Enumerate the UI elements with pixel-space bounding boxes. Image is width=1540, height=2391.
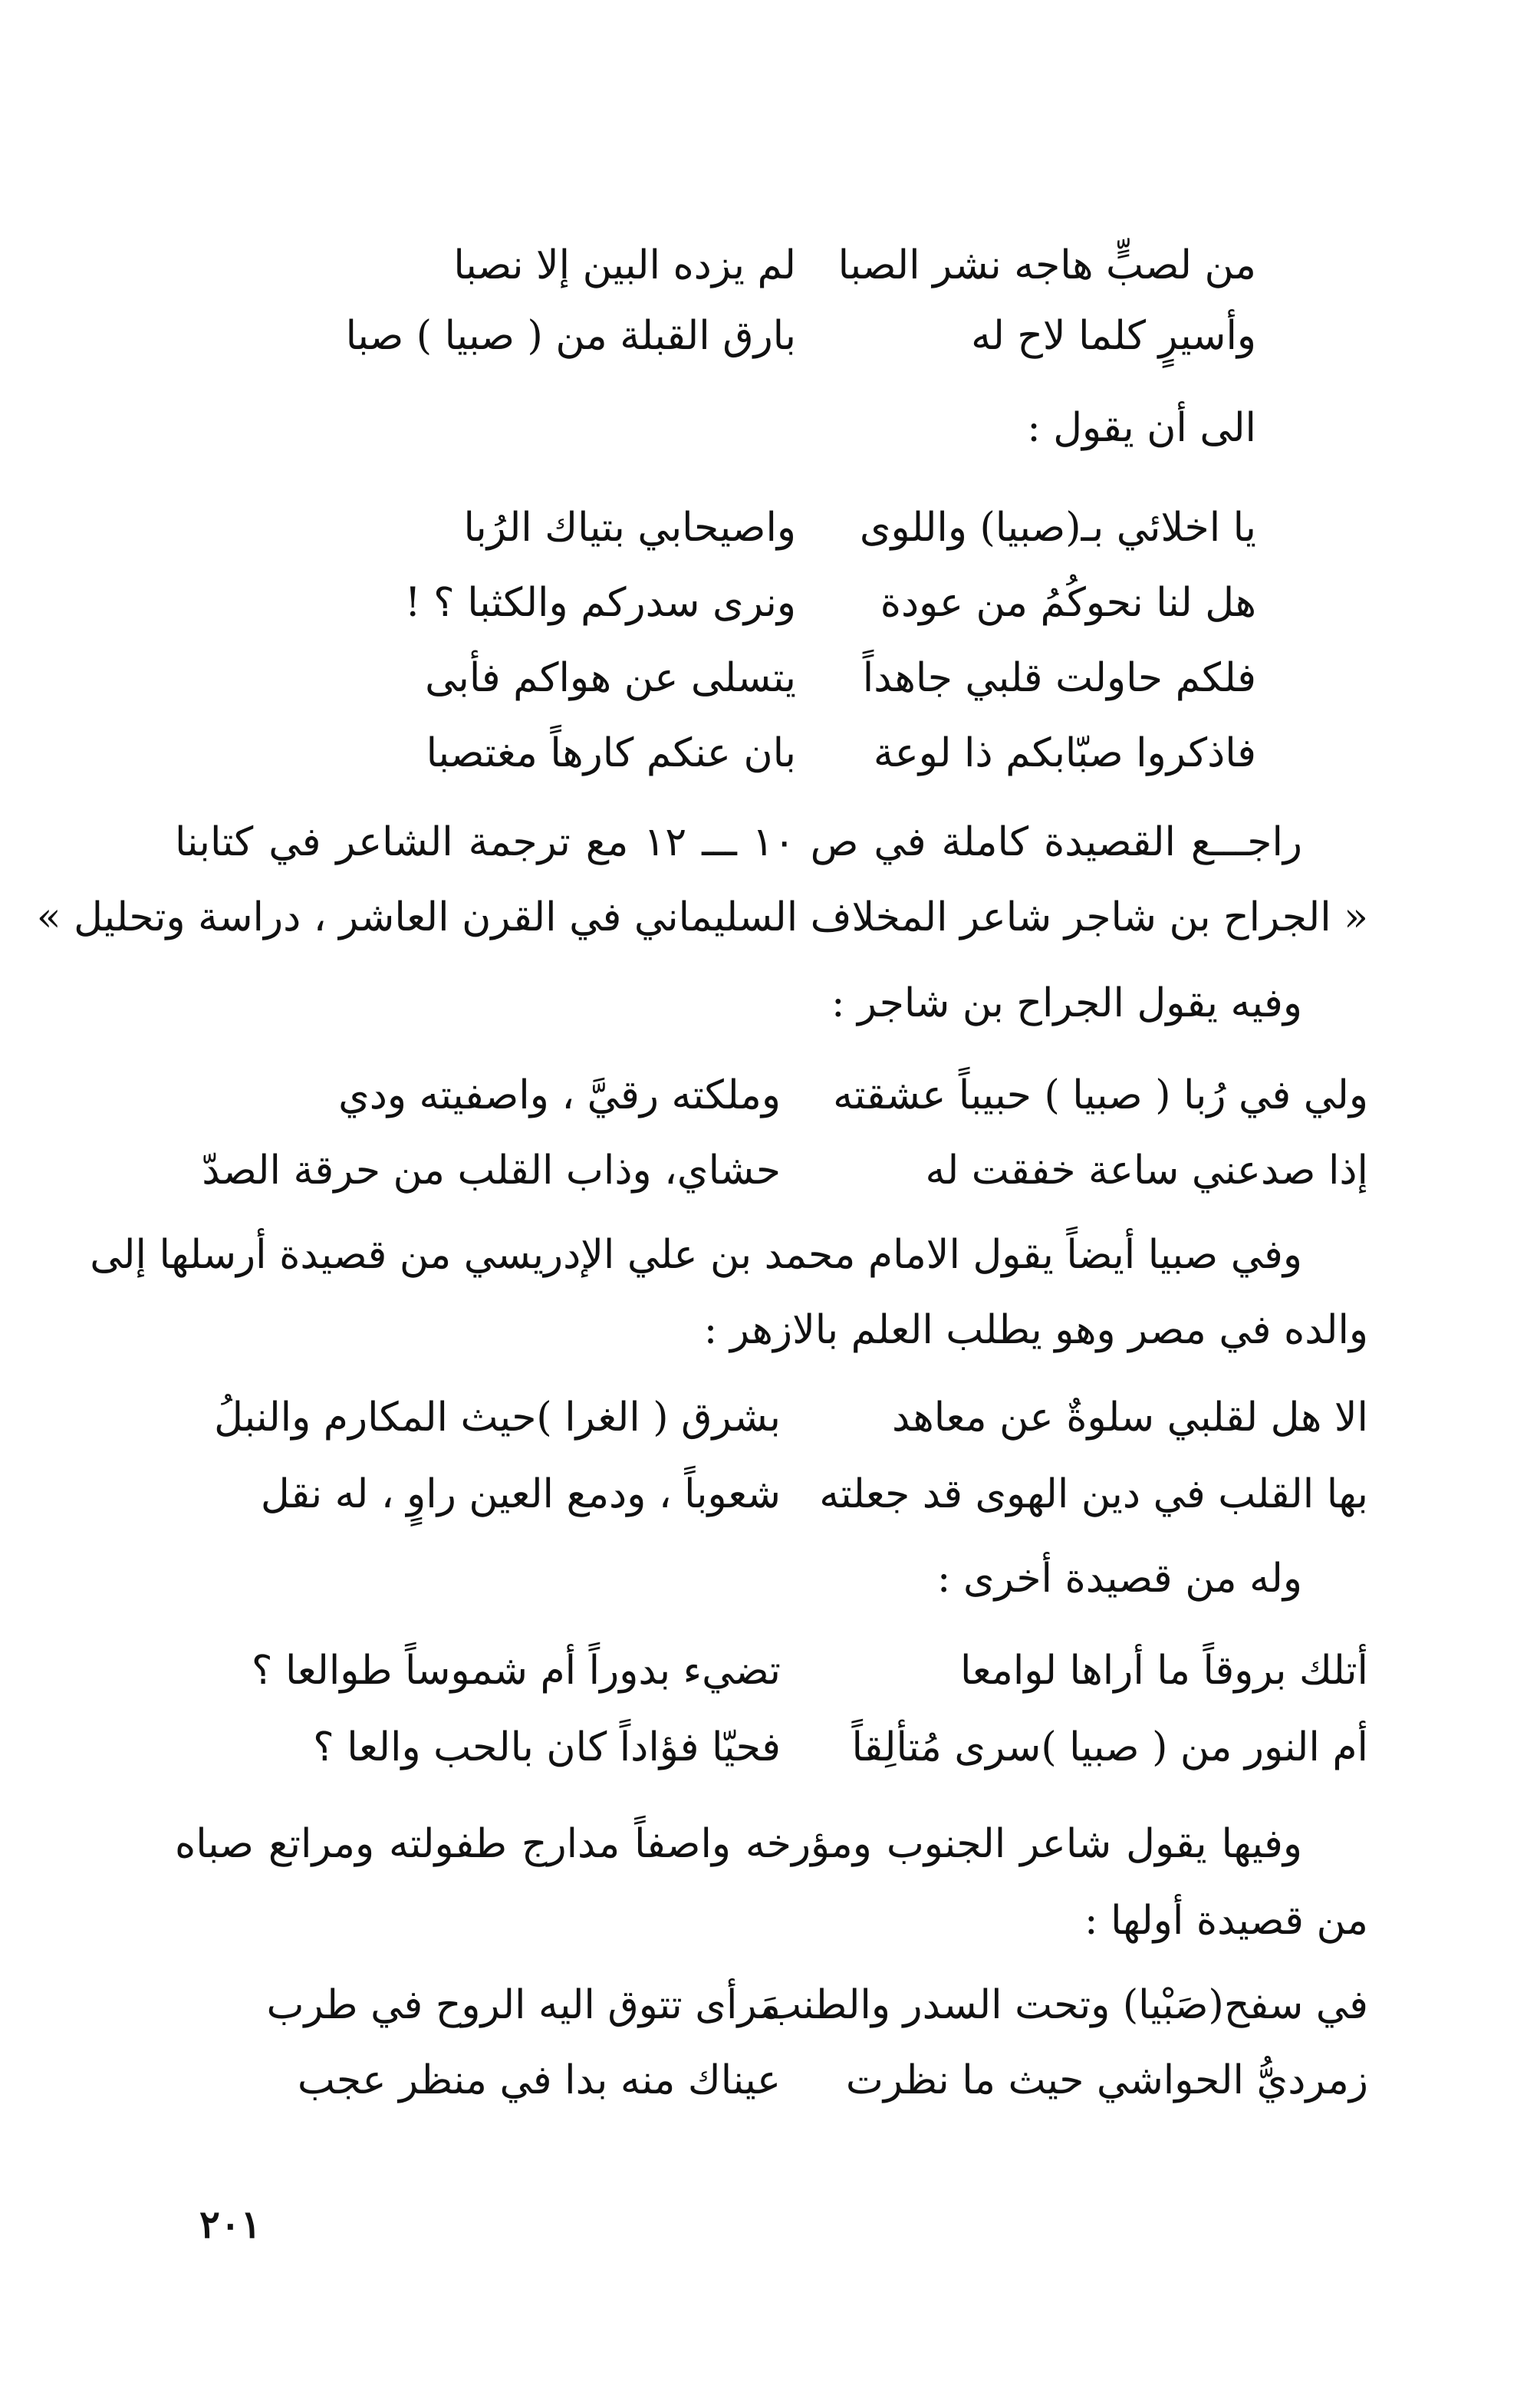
verse-first-hemistich: هل لنا نحوكُمُ من عودة — [880, 580, 1256, 626]
verse-second-hemistich: وملكته رقيَّ ، واصفيته ودي — [338, 1072, 781, 1118]
prose-line: وفي صبيا أيضاً يقول الامام محمد بن علي الإدريسي من قصيدة أرسلها إلى — [90, 1232, 1302, 1278]
verse-first-hemistich: إذا صدعني ساعة خفقت له — [925, 1148, 1368, 1194]
verse-second-hemistich: حشاي، وذاب القلب من حرقة الصدّ — [202, 1148, 781, 1194]
verse-second-hemistich: يتسلى عن هواكم فأبى — [425, 655, 796, 701]
verse-second-hemistich: تضيء بدوراً أم شموساً طوالعا ؟ — [251, 1648, 781, 1694]
verse-second-hemistich: شعوباً ، ودمع العين راوٍ ، له نقل — [260, 1471, 781, 1517]
verse-first-hemistich: أم النور من ( صبيا )سرى مُتألِقاً — [851, 1724, 1368, 1770]
prose-line: « الجراح بن شاجر شاعر المخلاف السليماني في القرن العاشر ، دراسة وتحليل » — [36, 894, 1368, 940]
verse-second-hemistich: فحيّا فؤاداً كان بالحب والعا ؟ — [313, 1724, 781, 1770]
verse-second-hemistich: لم يزده البين إلا نصبا — [453, 242, 796, 288]
verse-first-hemistich: فاذكروا صبّابكم ذا لوعة — [873, 730, 1256, 776]
verse-first-hemistich: في سفح(صَبْيا) وتحت السدر والطنب — [764, 1982, 1368, 2028]
verse-first-hemistich: فلكم حاولت قلبي جاهداً — [862, 655, 1256, 701]
intro-line: الى أن يقول : — [1027, 405, 1256, 451]
prose-line: وفيها يقول شاعر الجنوب ومؤرخه واصفاً مدارج طفولته ومراتع صباه — [175, 1821, 1302, 1867]
verse-second-hemistich: ونرى سدركم والكثبا ؟ ! — [404, 580, 796, 626]
page-number: ٢٠١ — [199, 2202, 262, 2247]
prose-line: من قصيدة أولها : — [1084, 1898, 1368, 1944]
prose-line: والده في مصر وهو يطلب العلم بالازهر : — [703, 1307, 1368, 1353]
verse-first-hemistich: زمرديُّ الحواشي حيث ما نظرت — [845, 2057, 1368, 2103]
verse-second-hemistich: عيناك منه بدا في منظر عجب — [297, 2057, 781, 2103]
verse-second-hemistich: بشرق ( الغرا )حيث المكارم والنبلُ — [214, 1395, 781, 1441]
prose-line: راجـــع القصيدة كاملة في ص ١٠ ـــ ١٢ مع ترجمة الشاعر في كتابنا — [175, 819, 1303, 865]
verse-first-hemistich: الا هل لقلبي سلوةٌ عن معاهد — [892, 1395, 1368, 1441]
intro-line: وفيه يقول الجراح بن شاجر : — [831, 980, 1302, 1026]
verse-second-hemistich: بان عنكم كارهاً مغتصبا — [426, 730, 796, 776]
verse-first-hemistich: وأسيرٍ كلما لاح له — [971, 313, 1256, 359]
verse-first-hemistich: يا اخلائي بـ(صبيا) واللوى — [859, 505, 1256, 551]
verse-first-hemistich: من لصبٍّ هاجه نشر الصبا — [837, 242, 1256, 288]
verse-second-hemistich: واصيحابي بتياك الرُبا — [463, 505, 796, 551]
verse-first-hemistich: أتلك بروقاً ما أراها لوامعا — [960, 1648, 1368, 1694]
intro-line: وله من قصيدة أخرى : — [936, 1556, 1302, 1602]
verse-first-hemistich: بها القلب في دين الهوى قد جعلته — [819, 1471, 1368, 1517]
verse-first-hemistich: ولي في رُبا ( صبيا ) حبيباً عشقته — [833, 1072, 1368, 1118]
verse-second-hemistich: بارق القبلة من ( صبيا ) صبا — [345, 313, 796, 359]
verse-second-hemistich: مَرأى تتوق اليه الروح في طرب — [266, 1982, 781, 2028]
